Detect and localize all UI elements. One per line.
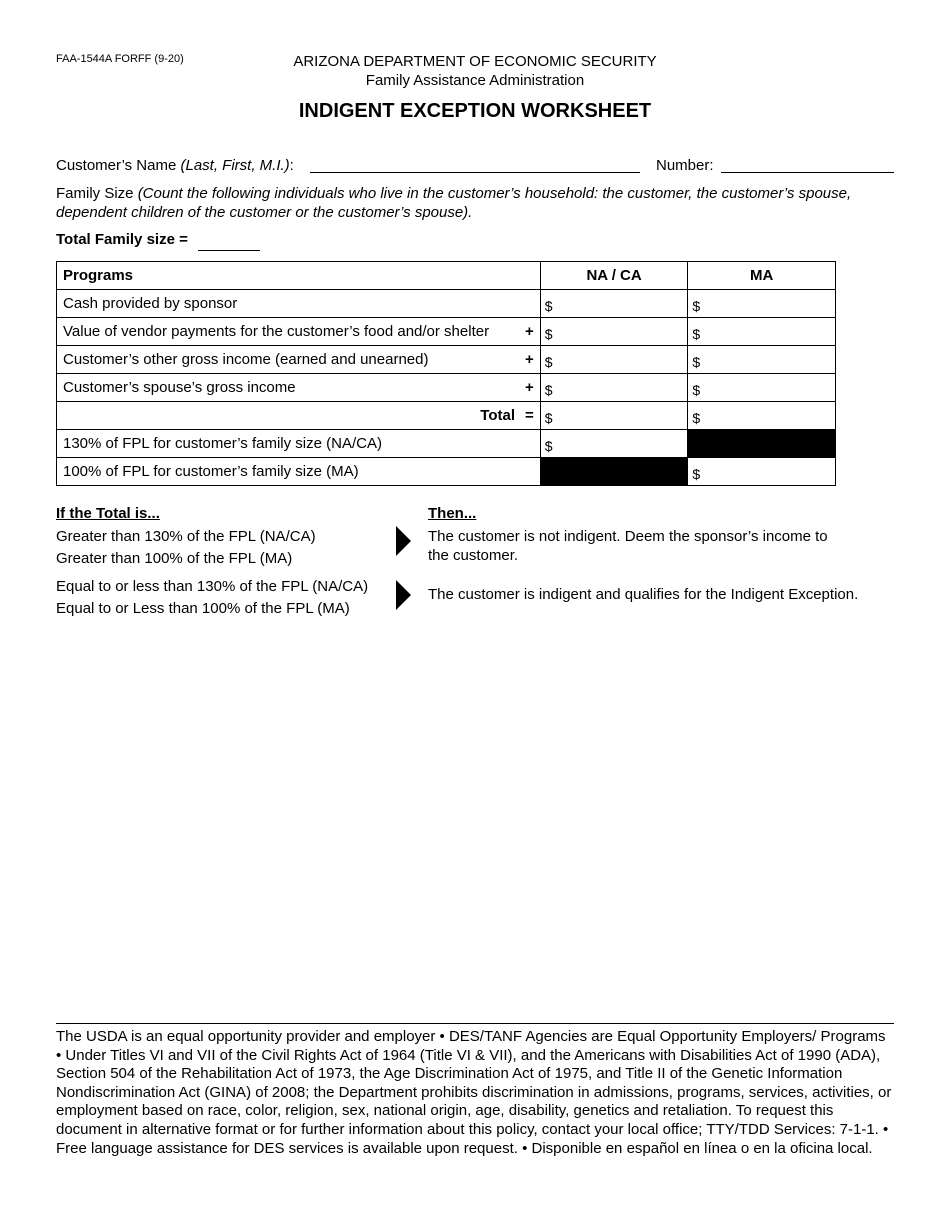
row-label: Cash provided by sponsor [63,295,238,312]
row-label: Customer’s spouse’s gross income [63,379,296,396]
arrow-right-icon [396,580,411,610]
condition-if-2 [56,576,368,620]
condition-then-1: The customer is not indigent. Deem the sponsor’s income to the customer. [428,528,828,564]
table-row [57,458,836,486]
total-row [57,402,836,430]
agency-header [0,52,950,90]
dollar-sign: $ [692,354,701,370]
header-na-ca: NA / CA [540,262,688,290]
shaded-cell [540,458,688,486]
ma-amount-cell[interactable] [688,346,836,374]
form-code: FAA-1544A FORFF (9-20) [56,53,184,65]
header-ma: MA [688,262,836,290]
customer-name-row [56,157,294,174]
dollar-sign: $ [544,354,553,370]
condition-then-2: The customer is indigent and qualifies for the Indigent Exception. [428,586,859,603]
dollar-sign: $ [544,382,553,398]
customer-name-hint: (Last, First, M.I.) [180,157,290,174]
na-ca-amount-cell[interactable] [540,346,688,374]
na-ca-total-cell[interactable] [540,402,688,430]
programs-table [56,261,836,486]
dollar-sign: $ [692,298,701,314]
customer-name-label: Customer’s Name [56,157,181,174]
if-heading: If the Total is... [56,505,160,522]
na-ca-fpl-cell[interactable] [540,430,688,458]
total-label: Total [480,407,516,424]
row-operator: + [525,351,534,368]
dollar-sign: $ [692,466,701,482]
na-ca-amount-cell[interactable] [540,374,688,402]
table-row [57,374,836,402]
total-family-size-field[interactable] [198,236,260,251]
family-size-instructions [56,184,896,222]
na-ca-amount-cell[interactable] [540,290,688,318]
table-row [57,318,836,346]
row-label: Customer’s other gross income (earned and unearned) [63,351,429,368]
dollar-sign: $ [544,410,553,426]
total-family-size-label: Total Family size = [56,231,188,248]
ma-total-cell[interactable] [688,402,836,430]
table-header-row [57,262,836,290]
family-size-hint: (Count the following individuals who live in the customer’s household: the customer, the customer’s spouse, dependent children of the customer or the customer’s spouse). [56,185,852,221]
ma-amount-cell[interactable] [688,374,836,402]
condition-line: Equal to or Less than 100% of the FPL (MA) [56,600,350,617]
condition-line: Equal to or less than 130% of the FPL (NA/CA) [56,578,369,595]
dollar-sign: $ [692,382,701,398]
table-row [57,346,836,374]
ma-fpl-cell[interactable] [688,458,836,486]
na-ca-amount-cell[interactable] [540,318,688,346]
dollar-sign: $ [544,326,553,342]
page-title: INDIGENT EXCEPTION WORKSHEET [298,100,652,122]
customer-number-label: Number: [656,157,714,174]
dollar-sign: $ [692,326,701,342]
condition-if-1 [56,526,316,570]
table-row [57,290,836,318]
ma-amount-cell[interactable] [688,318,836,346]
family-size-label: Family Size [56,185,138,202]
dollar-sign: $ [544,298,553,314]
division-name: Family Assistance Administration [365,72,585,89]
table-row [57,430,836,458]
condition-line: Greater than 100% of the FPL (MA) [56,550,293,567]
customer-name-field[interactable] [310,158,640,173]
condition-line: Greater than 130% of the FPL (NA/CA) [56,528,316,545]
ma-amount-cell[interactable] [688,290,836,318]
footer-notice: The USDA is an equal opportunity provider and employer • DES/TANF Agencies are Equal Opportunity Employers/ Programs • Under Titles VI and VII of the Civil Rights Act of 1964 (Title VI & VII), and the Americans with Disabilities Act of 1990 (ADA), Section 504 of the Rehabilitation Act of 1973, the Age Discrimination Act of 1975, and Title II of the Genetic Information Nondiscrimination Act (GINA) of 2008; the Department prohibits discrimination in admissions, programs, services, activities, or employment based on race, color, religion, sex, national origin, age, disability, genetics and retaliation. To request this document in alternative format or for further information about this policy, contact your local office; TTY/TDD Services: 7-1-1. • Free language assistance for DES services is available upon request. • Disponible en español en línea o en la oficina local. [56,1028,892,1157]
header-programs: Programs [57,262,541,290]
then-heading: Then... [428,505,477,522]
row-operator: + [525,379,534,396]
footer-divider [56,1023,894,1024]
customer-name-colon: : [289,157,294,174]
customer-number-field[interactable] [721,158,894,173]
arrow-right-icon [396,526,411,556]
row-operator: + [525,323,534,340]
agency-name: ARIZONA DEPARTMENT OF ECONOMIC SECURITY [293,53,657,70]
dollar-sign: $ [692,410,701,426]
dollar-sign: $ [544,438,553,454]
equals-operator: = [525,407,534,424]
row-label: 130% of FPL for customer’s family size (NA/CA) [63,435,382,452]
row-label: 100% of FPL for customer’s family size (MA) [63,463,359,480]
shaded-cell [688,430,836,458]
row-label: Value of vendor payments for the customer’s food and/or shelter [63,323,490,340]
